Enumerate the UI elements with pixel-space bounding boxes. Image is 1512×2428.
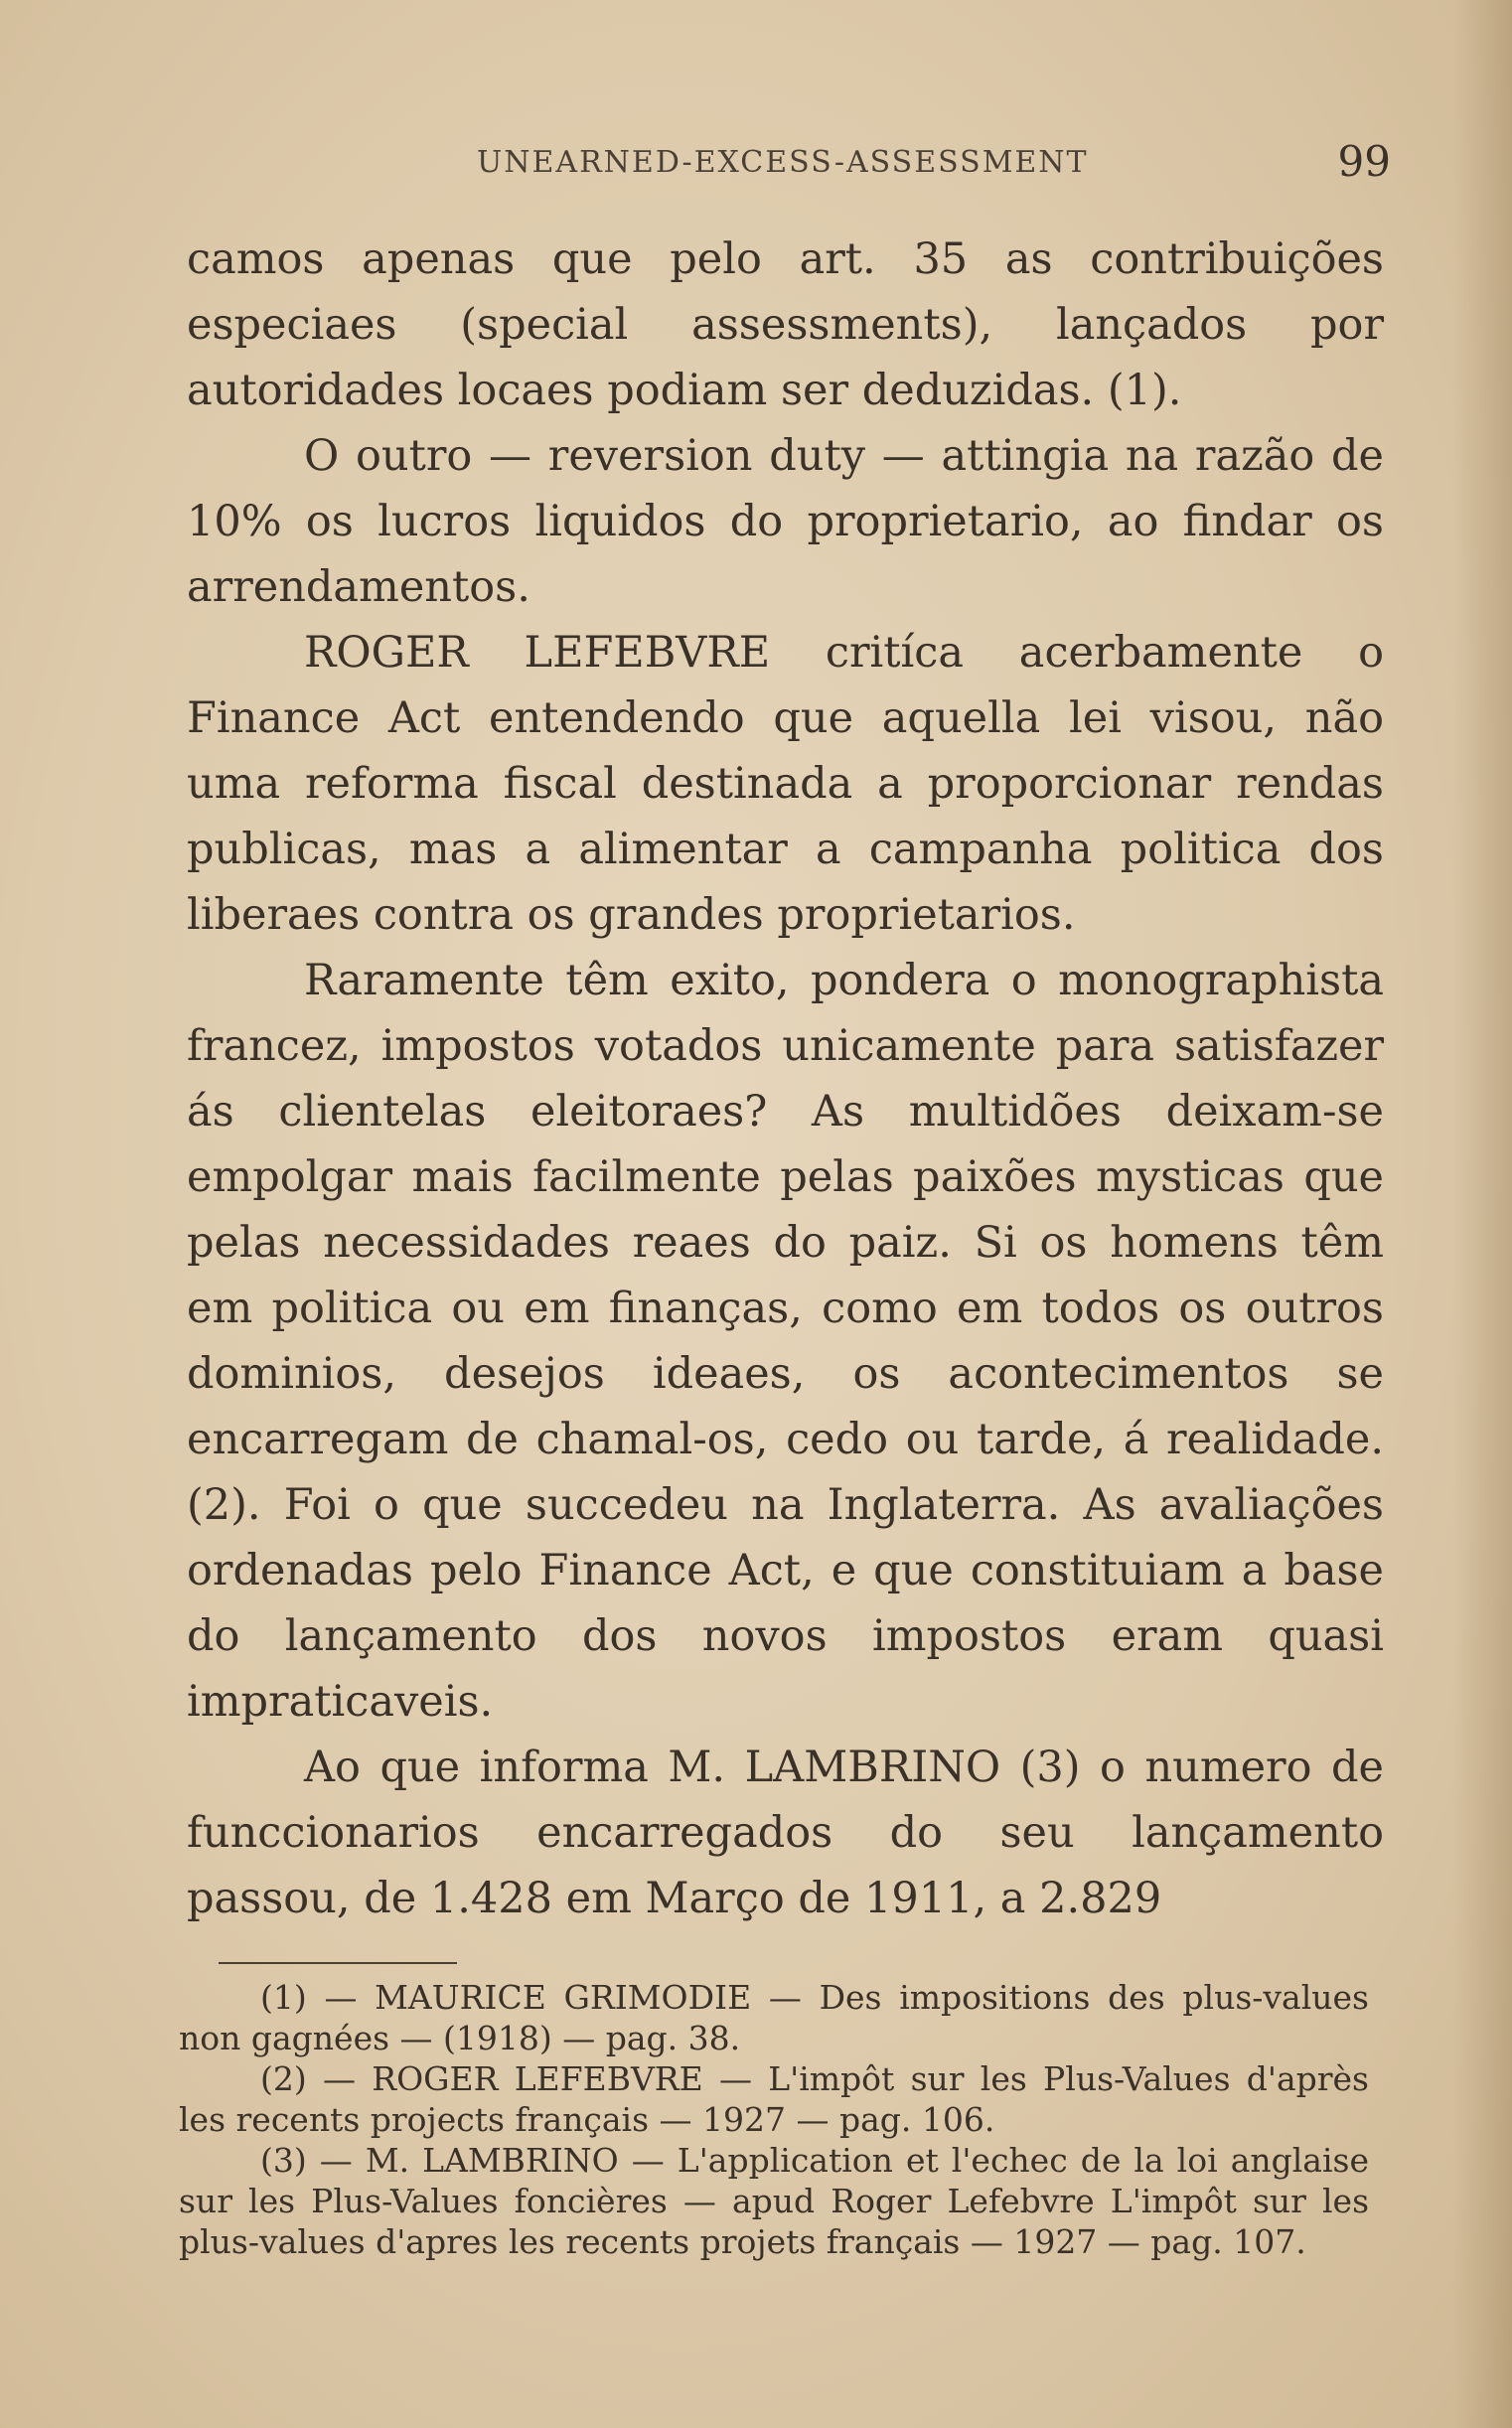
paragraph: Raramente têm exito, pondera o monographista francez, impostos votados unicamente para satisfazer ás clientelas eleitoraes? As multidões deixam-se empolgar mais facilmente pelas paixões mysticas que pelas necessidades reaes do paiz. Si os homens têm em politica ou em finanças, como em todos os outros dominios, desejos ideaes, os acontecimentos se encarregam de chamal-os, cedo ou tarde, á realidade. (2). Foi o que succedeu na Inglaterra. As avaliações ordenadas pelo Finance Act, e que constituiam a base do lançamento dos novos impostos eram quasi impraticaveis. xyxy=(187,956,1384,1727)
body-text xyxy=(187,227,1384,1931)
page-edge-shadow xyxy=(1452,0,1512,2428)
page-number: 99 xyxy=(1337,137,1391,186)
running-title: UNEARNED-EXCESS-ASSESSMENT xyxy=(477,145,1089,180)
paragraph: Ao que informa M. LAMBRINO (3) o numero de funccionarios encarregados do seu lançamento passou, de 1.428 em Março de 1911, a 2.829 xyxy=(187,1743,1384,1923)
paragraph: O outro — reversion duty — attingia na razão de 10% os lucros liquidos do proprietario, ao findar os arrendamentos. xyxy=(187,431,1384,612)
footnote: (1) — MAURICE GRIMODIE — Des impositions des plus-values non gagnées — (1918) — pag. 38. xyxy=(179,1978,1369,2057)
footnotes xyxy=(179,1977,1369,2262)
footnote-rule xyxy=(219,1962,457,1964)
footnote: (3) — M. LAMBRINO — L'application et l'echec de la loi anglaise sur les Plus-Values foncières — apud Roger Lefebvre L'impôt sur les plus-values d'apres les recents projets français — 1927 — pag. 107. xyxy=(179,2141,1369,2261)
running-head xyxy=(179,137,1391,197)
paragraph: ROGER LEFEBVRE critíca acerbamente o Finance Act entendendo que aquella lei visou, não uma reforma fiscal destinada a proporcionar rendas publicas, mas a alimentar a campanha politica dos liberaes contra os grandes proprietarios. xyxy=(187,628,1384,940)
paragraph: camos apenas que pelo art. 35 as contribuições especiaes (special assessments), lançados por autoridades locaes podiam ser deduzidas. (1). xyxy=(187,234,1384,415)
footnote: (2) — ROGER LEFEBVRE — L'impôt sur les Plus-Values d'après les recents projects français — 1927 — pag. 106. xyxy=(179,2059,1369,2139)
